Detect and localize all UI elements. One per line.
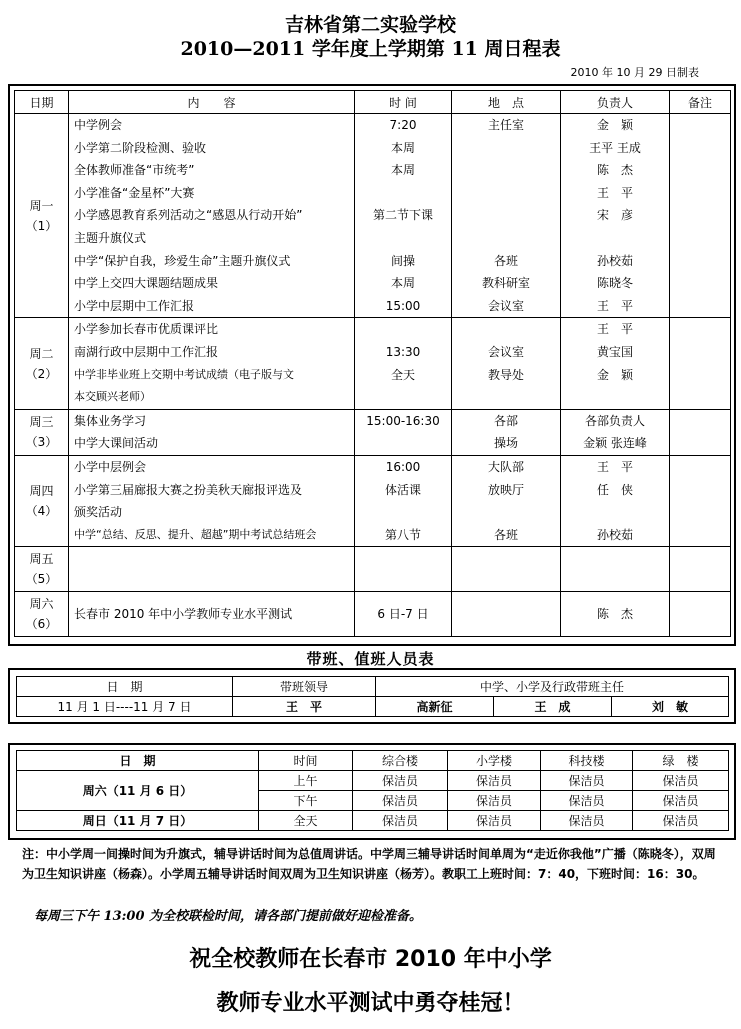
- owner-line: [561, 227, 669, 250]
- clean-time: 全天: [259, 811, 353, 831]
- owner-line: 王 平: [596, 298, 633, 313]
- owner-line: 陈晓冬: [596, 276, 633, 291]
- content-cell: [69, 592, 355, 637]
- day-cell: [15, 318, 69, 409]
- owner-line: 陈 杰: [596, 163, 633, 178]
- place-line: 各部: [493, 413, 518, 428]
- duty-title: 带班、值班人员表: [306, 650, 435, 668]
- day-label: 周一: [29, 198, 54, 213]
- day-label: 周五: [29, 552, 54, 567]
- clean-worker: 保洁员: [353, 771, 448, 791]
- day-number: （4）: [25, 504, 58, 519]
- time-line: 体活课: [384, 482, 421, 497]
- content-line: 颁奖活动: [74, 505, 123, 520]
- table-row: [17, 677, 729, 697]
- duty-leader: 王 平: [233, 697, 376, 717]
- schedule-table: [14, 90, 731, 637]
- content-line: 小学感恩教育系列活动之“感恩从行动开始”: [74, 208, 303, 223]
- content-line: 中学非毕业班上交期中考试成绩（电子版与文: [74, 367, 294, 381]
- owner-line: 金颖 张连峰: [583, 436, 647, 451]
- content-line: 小学第二阶段检测、验收: [74, 140, 207, 155]
- content-cell: [69, 114, 355, 318]
- cleaning-table: [16, 750, 729, 831]
- clean-worker: 保洁员: [448, 811, 541, 831]
- owner-line: 王 平: [596, 185, 633, 200]
- place-line: 会议室: [487, 298, 524, 313]
- day-label: 周四: [29, 484, 54, 499]
- content-line: 小学参加长春市优质课评比: [74, 322, 219, 337]
- place-line: [452, 501, 560, 524]
- owner-line: 孙校茹: [596, 253, 633, 268]
- duty-teacher: 刘 敏: [612, 697, 729, 717]
- place-line: 操场: [493, 436, 518, 451]
- clean-header-building: 综合楼: [353, 751, 448, 771]
- day-number: （2）: [25, 366, 58, 381]
- owner-line: 王平 王成: [589, 140, 641, 155]
- time-line: 13:30: [385, 344, 421, 359]
- clean-worker: 保洁员: [541, 771, 633, 791]
- content-line: 小学第三届廊报大赛之扮美秋天廊报评选及: [74, 482, 303, 497]
- schedule-frame: [8, 84, 736, 646]
- clean-worker: 保洁员: [633, 771, 729, 791]
- day-label: 周六: [29, 597, 54, 612]
- place-line: 大队部: [487, 459, 524, 474]
- day-cell: [15, 114, 69, 318]
- place-line: [452, 318, 560, 341]
- time-line: 第二节下课: [372, 208, 433, 223]
- place-line: [452, 137, 560, 160]
- clean-worker: 保洁员: [541, 811, 633, 831]
- clean-sun-label: 周日（11 月 7 日）: [17, 811, 259, 831]
- content-line: 小学中层期中工作汇报: [74, 298, 195, 313]
- time-line: 间操: [390, 253, 415, 268]
- remarks-cell: [670, 455, 731, 546]
- duty-header-teachers: 中学、小学及行政带班主任: [376, 677, 729, 697]
- time-line: 15:00: [385, 298, 421, 313]
- time-line: 16:00: [385, 459, 421, 474]
- content-line: 中学上交四大课题结题成果: [74, 276, 219, 291]
- owner-line: 王 平: [596, 459, 633, 474]
- header-owner: 负责人: [561, 91, 670, 114]
- content-cell: [69, 547, 355, 592]
- place-line: 放映厅: [487, 482, 524, 497]
- content-cell: [69, 409, 355, 455]
- header-place: 地 点: [452, 91, 561, 114]
- content-line: 中学“总结、反思、提升、超越”期中考试总结班会: [74, 527, 317, 541]
- time-cell: [355, 318, 452, 409]
- time-line: [355, 386, 451, 409]
- place-cell: [452, 318, 561, 409]
- clean-time: 下午: [259, 791, 353, 811]
- time-line: [355, 227, 451, 250]
- content-line: 全体教师准备“市统考”: [74, 163, 195, 178]
- time-line: 本周: [390, 140, 415, 155]
- place-line: 会议室: [487, 344, 524, 359]
- table-row: [17, 811, 729, 831]
- content-cell: [69, 318, 355, 409]
- clean-header-building: 绿 楼: [633, 751, 729, 771]
- owner-line: 金 颖: [596, 118, 633, 132]
- owner-line: [561, 501, 669, 524]
- day-cell: [15, 547, 69, 592]
- time-cell: [355, 455, 452, 546]
- owner-line: 金 颖: [596, 367, 633, 382]
- day-cell: [15, 592, 69, 637]
- time-line: 第八节: [384, 527, 421, 542]
- day-number: （3）: [25, 435, 58, 450]
- time-line: [355, 558, 451, 581]
- owner-line: [561, 386, 669, 409]
- table-row: [17, 751, 729, 771]
- table-row: [15, 318, 731, 409]
- duty-table: [16, 676, 729, 717]
- owner-cell: [561, 455, 670, 546]
- day-number: （6）: [25, 617, 58, 632]
- content-cell: [69, 455, 355, 546]
- content-line: 中学“保护自我，珍爱生命”主题升旗仪式: [74, 253, 291, 268]
- day-number: （5）: [25, 572, 58, 587]
- owner-line: 黄宝国: [596, 344, 633, 359]
- duty-teacher: 高新征: [376, 697, 494, 717]
- content-line: 主题升旗仪式: [74, 230, 147, 245]
- clean-time: 上午: [259, 771, 353, 791]
- day-number: （1）: [25, 218, 58, 233]
- remarks-cell: [670, 547, 731, 592]
- clean-worker: 保洁员: [353, 791, 448, 811]
- table-row: [15, 547, 731, 592]
- clean-worker: 保洁员: [541, 791, 633, 811]
- time-line: [355, 318, 451, 341]
- content-line: 集体业务学习: [74, 413, 147, 428]
- owner-cell: [561, 547, 670, 592]
- content-line: 南湖行政中层期中工作汇报: [74, 344, 219, 359]
- owner-line: 陈 杰: [596, 606, 633, 621]
- place-cell: [452, 409, 561, 455]
- owner-cell: [561, 409, 670, 455]
- cleaning-frame: [8, 743, 736, 840]
- place-line: [452, 159, 560, 182]
- place-cell: [452, 114, 561, 318]
- content-line: 小学中层例会: [74, 459, 147, 474]
- header-remarks: 备注: [670, 91, 731, 114]
- day-cell: [15, 409, 69, 455]
- time-line: 15:00-16:30: [366, 413, 440, 428]
- header-date: 日期: [15, 91, 69, 114]
- place-line: [452, 182, 560, 205]
- duty-header-leader: 带班领导: [233, 677, 376, 697]
- notice-text: 注：中小学周一间操时间为升旗式，辅导讲话时间为总值周讲话。中学周三辅导讲话时间单周为“走近你我他”广播（陈晓冬），双周为卫生知识讲座（杨森）。小学周五辅导讲话时间双周为卫生知识讲座（杨芳）。教职工上班时间：7：40，下班时间：16：30。: [22, 847, 716, 881]
- header-content: 内 容: [69, 91, 355, 114]
- day-label: 周二: [29, 346, 54, 361]
- owner-line: 任 侠: [596, 482, 633, 497]
- table-row: [15, 114, 731, 318]
- table-row: [17, 697, 729, 717]
- place-cell: [452, 547, 561, 592]
- owner-cell: [561, 318, 670, 409]
- day-cell: [15, 455, 69, 546]
- content-line: 本交顾兴老师）: [74, 390, 151, 404]
- remarks-cell: [670, 409, 731, 455]
- place-line: [452, 227, 560, 250]
- clean-worker: 保洁员: [633, 791, 729, 811]
- time-line: [355, 182, 451, 205]
- schedule-body: [15, 114, 731, 637]
- duty-header-date: 日 期: [17, 677, 233, 697]
- time-line: 7:20: [389, 118, 417, 132]
- clean-sat-label: 周六（11 月 6 日）: [17, 771, 259, 811]
- place-line: 教导处: [487, 367, 524, 382]
- place-line: [452, 558, 560, 581]
- slogan-line-1: 祝全校教师在长春市 2010 年中小学: [189, 947, 552, 972]
- place-line: [452, 603, 560, 626]
- remarks-cell: [670, 114, 731, 318]
- place-line: [452, 204, 560, 227]
- owner-line: [561, 558, 669, 581]
- content-line: 长春市 2010 年中小学教师专业水平测试: [74, 606, 293, 621]
- content-line: 小学准备“金星杯”大赛: [74, 185, 195, 200]
- table-row: [15, 409, 731, 455]
- time-line: 6 日-7 日: [377, 606, 429, 621]
- owner-line: 王 平: [596, 322, 633, 337]
- school-name: 吉林省第二实验学校: [284, 14, 456, 36]
- clean-header-time: 时间: [259, 751, 353, 771]
- slogan-line-2: 教师专业水平测试中勇夺桂冠！: [216, 991, 525, 1016]
- place-line: 主任室: [487, 118, 524, 132]
- owner-cell: [561, 592, 670, 637]
- time-line: 本周: [390, 276, 415, 291]
- place-cell: [452, 455, 561, 546]
- remarks-cell: [670, 318, 731, 409]
- clean-worker: 保洁员: [353, 811, 448, 831]
- remarks-cell: [670, 592, 731, 637]
- time-line: [355, 432, 451, 455]
- clean-header-building: 科技楼: [541, 751, 633, 771]
- table-row: [15, 455, 731, 546]
- place-line: 各班: [493, 253, 518, 268]
- time-cell: [355, 114, 452, 318]
- clean-worker: 保洁员: [448, 771, 541, 791]
- inspection-notice: 每周三下午 13:00 为全校联检时间，请各部门提前做好迎检准备。: [34, 909, 423, 924]
- table-row: [17, 771, 729, 791]
- content-line: 中学例会: [74, 118, 123, 132]
- owner-line: 宋 彦: [596, 208, 633, 223]
- clean-header-building: 小学楼: [448, 751, 541, 771]
- owner-line: 孙校茹: [596, 527, 633, 542]
- content-line: 中学大课间活动: [74, 436, 159, 451]
- clean-header-date: 日 期: [17, 751, 259, 771]
- duty-frame: [8, 668, 736, 724]
- clean-worker: 保洁员: [448, 791, 541, 811]
- time-line: 本周: [390, 163, 415, 178]
- place-line: 各班: [493, 527, 518, 542]
- time-cell: [355, 547, 452, 592]
- owner-line: 各部负责人: [584, 413, 645, 428]
- time-line: 全天: [390, 367, 415, 382]
- day-label: 周三: [29, 415, 54, 430]
- clean-worker: 保洁员: [633, 811, 729, 831]
- owner-cell: [561, 114, 670, 318]
- header-time: 时 间: [355, 91, 452, 114]
- content-line: [69, 558, 354, 581]
- place-line: [452, 386, 560, 409]
- place-cell: [452, 592, 561, 637]
- time-cell: [355, 409, 452, 455]
- table-row: [15, 592, 731, 637]
- time-line: [355, 501, 451, 524]
- place-line: 教科研室: [481, 276, 530, 291]
- made-date: 2010 年 10 月 29 日制表: [570, 66, 699, 79]
- page-title: 2010—2011 学年度上学期第 11 周日程表: [180, 38, 561, 60]
- duty-date: 11 月 1 日----11 月 7 日: [17, 697, 233, 717]
- duty-teacher: 王 成: [494, 697, 612, 717]
- time-cell: [355, 592, 452, 637]
